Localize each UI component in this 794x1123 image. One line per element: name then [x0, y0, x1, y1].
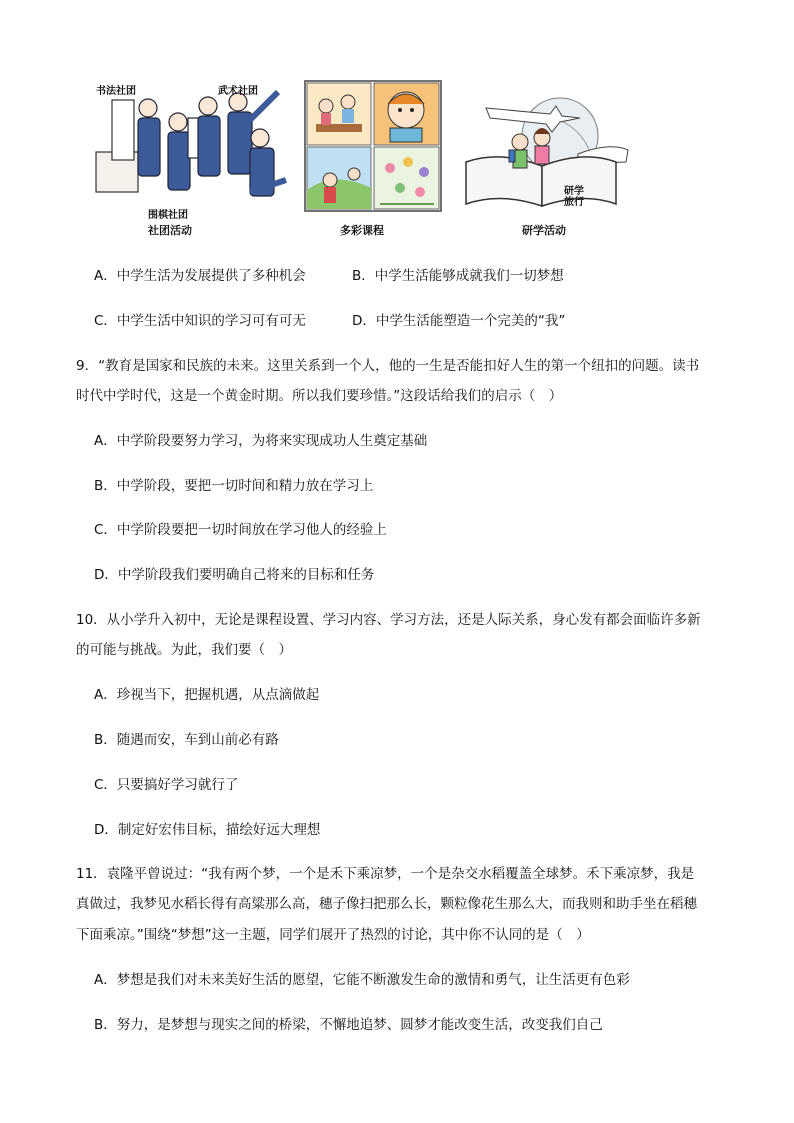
q8-option-d: D．中学生活能塑造一个完美的“我” — [352, 313, 566, 329]
calligraphy-club-label: 书法社团 — [96, 86, 136, 97]
q11-stem-line1: 11．袁隆平曾说过：“我有两个梦，一个是禾下乘凉梦，一个是杂交水稻覆盖全球梦。禾下乘凉梦，我是 — [76, 866, 695, 882]
club-activities-illustration — [90, 72, 290, 242]
study-trip-sign-text: 研学 旅行 — [564, 186, 584, 208]
q11-stem-line3: 下面乘凉。”围绕“梦想”这一主题，同学们展开了热烈的讨论，其中你不认同的是（ ） — [76, 927, 590, 943]
q10-stem-line2: 的可能与挑战。为此，我们要（ ） — [76, 642, 292, 658]
q9-option-a: A．中学阶段要努力学习，为将来实现成功人生奠定基础 — [94, 433, 428, 449]
q8-option-c: C．中学生活中知识的学习可有可无 — [94, 313, 306, 329]
q10-option-d: D．制定好宏伟目标，描绘好远大理想 — [94, 822, 321, 838]
q9-stem-line1: 9．“教育是国家和民族的未来。这里关系到一个人，他的一生是否能扣好人生的第一个纽扣的问题。读书 — [76, 358, 700, 374]
colorful-courses-illustration — [304, 80, 442, 242]
colorful-courses-caption: 多彩课程 — [340, 224, 384, 237]
illustration-row — [90, 72, 650, 242]
q8-option-b: B．中学生活能够成就我们一切梦想 — [352, 268, 564, 284]
go-club-label: 围棋社团 — [148, 210, 188, 221]
q10-option-a: A．珍视当下，把握机遇，从点滴做起 — [94, 687, 320, 703]
study-trip-drawing — [460, 92, 630, 212]
study-trip-illustration — [460, 92, 630, 242]
q9-stem-line2: 时代中学时代，这是一个黄金时期。所以我们要珍惜。”这段话给我们的启示（ ） — [76, 388, 563, 404]
q9-option-b: B．中学阶段，要把一切时间和精力放在学习上 — [94, 478, 374, 494]
q11-option-a: A．梦想是我们对未来美好生活的愿望，它能不断激发生命的激情和勇气，让生活更有色彩 — [94, 972, 630, 988]
q11-stem-line2: 真做过，我梦见水稻长得有高粱那么高，穗子像扫把那么长，颗粒像花生那么大，而我则和助手坐在稻穗 — [76, 896, 697, 912]
q9-option-c: C．中学阶段要把一切时间放在学习他人的经验上 — [94, 522, 387, 538]
martial-arts-club-label: 武术社团 — [218, 86, 258, 97]
q9-option-d: D．中学阶段我们要明确自己将来的目标和任务 — [94, 567, 375, 583]
q10-option-c: C．只要搞好学习就行了 — [94, 777, 239, 793]
colorful-courses-drawing — [304, 80, 442, 212]
q10-option-b: B．随遇而安，车到山前必有路 — [94, 732, 279, 748]
study-trip-caption: 研学活动 — [522, 224, 566, 237]
club-activities-caption: 社团活动 — [148, 224, 192, 237]
q11-option-b: B．努力，是梦想与现实之间的桥梁，不懈地追梦、圆梦才能改变生活，改变我们自己 — [94, 1017, 603, 1033]
q8-option-a: A．中学生活为发展提供了多种机会 — [94, 268, 306, 284]
q10-stem-line1: 10．从小学升入初中，无论是课程设置、学习内容、学习方法，还是人际关系，身心发有都会面临许多新 — [76, 612, 701, 628]
